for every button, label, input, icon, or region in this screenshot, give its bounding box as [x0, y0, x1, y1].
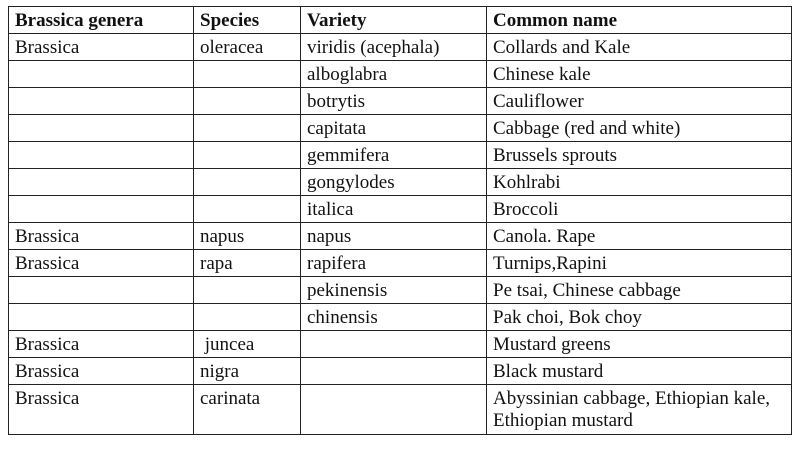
cell-variety: napus [301, 223, 487, 250]
cell-variety [301, 358, 487, 385]
table-row [9, 304, 792, 331]
cell-genera: Brassica [9, 223, 194, 250]
cell-genera [9, 61, 194, 88]
cell-common-name: Brussels sprouts [487, 142, 792, 169]
table-row [9, 196, 792, 223]
cell-common-name: Broccoli [487, 196, 792, 223]
header-genera: Brassica genera [9, 7, 194, 34]
cell-variety: capitata [301, 115, 487, 142]
table-row [9, 385, 792, 435]
cell-species: nigra [194, 358, 301, 385]
cell-genera: Brassica [9, 34, 194, 61]
table-row [9, 115, 792, 142]
cell-species [194, 304, 301, 331]
cell-species [194, 142, 301, 169]
cell-variety: viridis (acephala) [301, 34, 487, 61]
cell-variety: botrytis [301, 88, 487, 115]
cell-common-name: Turnips,Rapini [487, 250, 792, 277]
brassica-table [8, 6, 792, 435]
cell-variety: alboglabra [301, 61, 487, 88]
cell-variety [301, 331, 487, 358]
cell-genera [9, 142, 194, 169]
cell-genera: Brassica [9, 358, 194, 385]
cell-species: oleracea [194, 34, 301, 61]
cell-variety: gemmifera [301, 142, 487, 169]
cell-common-name: Mustard greens [487, 331, 792, 358]
cell-genera [9, 277, 194, 304]
cell-common-name: Cabbage (red and white) [487, 115, 792, 142]
cell-species [194, 115, 301, 142]
cell-variety: chinensis [301, 304, 487, 331]
cell-genera: Brassica [9, 250, 194, 277]
cell-genera [9, 169, 194, 196]
cell-genera [9, 115, 194, 142]
table-header-row [9, 7, 792, 34]
cell-common-name: Black mustard [487, 358, 792, 385]
cell-common-name: Abyssinian cabbage, Ethiopian kale, Ethiopian mustard [487, 385, 792, 435]
cell-variety: rapifera [301, 250, 487, 277]
header-variety: Variety [301, 7, 487, 34]
table-row [9, 61, 792, 88]
cell-variety [301, 385, 487, 435]
cell-species [194, 61, 301, 88]
table-row [9, 169, 792, 196]
table-row [9, 142, 792, 169]
header-species: Species [194, 7, 301, 34]
cell-common-name: Kohlrabi [487, 169, 792, 196]
cell-genera: Brassica [9, 385, 194, 435]
cell-species [194, 277, 301, 304]
cell-variety: gongylodes [301, 169, 487, 196]
header-common-name: Common name [487, 7, 792, 34]
table-row [9, 223, 792, 250]
cell-genera [9, 88, 194, 115]
cell-species [194, 196, 301, 223]
cell-genera: Brassica [9, 331, 194, 358]
cell-species: napus [194, 223, 301, 250]
table-row [9, 331, 792, 358]
cell-common-name: Canola. Rape [487, 223, 792, 250]
table-row [9, 250, 792, 277]
table-row [9, 34, 792, 61]
cell-common-name: Collards and Kale [487, 34, 792, 61]
cell-species: juncea [194, 331, 301, 358]
cell-variety: italica [301, 196, 487, 223]
cell-genera [9, 196, 194, 223]
cell-common-name: Chinese kale [487, 61, 792, 88]
cell-common-name: Pe tsai, Chinese cabbage [487, 277, 792, 304]
cell-common-name: Pak choi, Bok choy [487, 304, 792, 331]
cell-variety: pekinensis [301, 277, 487, 304]
cell-species [194, 88, 301, 115]
table-row [9, 88, 792, 115]
cell-common-name: Cauliflower [487, 88, 792, 115]
cell-species [194, 169, 301, 196]
cell-species: rapa [194, 250, 301, 277]
table-row [9, 358, 792, 385]
cell-species: carinata [194, 385, 301, 435]
table-row [9, 277, 792, 304]
cell-genera [9, 304, 194, 331]
